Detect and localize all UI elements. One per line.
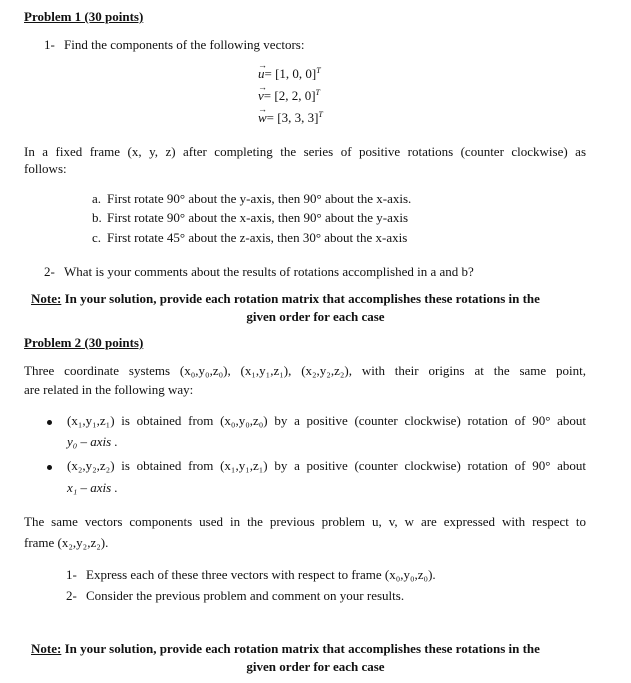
task2-number: 2- — [66, 588, 77, 603]
rotation-b-label: b. — [92, 210, 102, 225]
problem2-heading: Problem 2 (30 points) — [24, 335, 144, 350]
problem2-note-line1: In your solution, provide each rotation matrix that accomplishes these rotations in the — [61, 641, 540, 656]
bullet1-line2: y₀ – axis . — [67, 434, 118, 449]
problem1-q1-text: Find the components of the following vectors: — [64, 37, 305, 52]
problem2-note-line2: given order for each case — [246, 659, 385, 674]
vector-v-value: = [2, 2, 0] — [263, 88, 316, 103]
problem1-q1-number: 1- — [44, 37, 55, 52]
problem1-note-line2: given order for each case — [246, 309, 385, 324]
vector-w-name: → w — [258, 110, 267, 126]
rotation-a-text: First rotate 90° about the y-axis, then 90° about the x-axis. — [107, 191, 412, 206]
bullet-dot — [47, 465, 52, 470]
problem2-intro-line1: Three coordinate systems (x₀,y₀,z₀), (x₁,y₁,z₁), (x₂,y₂,z₂), with their origins at the same point, — [24, 363, 586, 378]
problem1-intro-line2: follows: — [24, 161, 67, 176]
rotation-c-text: First rotate 45° about the z-axis, then 30° about the x-axis — [107, 230, 408, 245]
problem2-intro-line2: are related in the following way: — [24, 382, 194, 397]
problem2-same-line2: frame (x₂,y₂,z₂). — [24, 535, 109, 550]
problem1-intro-line1: In a fixed frame (x, y, z) after completing the series of positive rotations (counter clockwise) as — [24, 144, 586, 159]
problem1-heading: Problem 1 (30 points) — [24, 9, 144, 24]
vector-u-value: = [1, 0, 0] — [264, 66, 317, 81]
bullet2-line1: (x₂,y₂,z₂) is obtained from (x₁,y₁,z₁) by a positive (counter clockwise) rotation of 90° about — [67, 458, 586, 473]
problem1-note-label: Note: — [31, 291, 62, 306]
vector-u-name: → u — [258, 66, 265, 82]
vector-u — [258, 63, 321, 82]
problem1-q2-text: What is your comments about the results of rotations accomplished in a and b? — [64, 264, 474, 279]
task1-number: 1- — [66, 567, 77, 582]
vector-v — [258, 85, 320, 104]
vector-w-transpose: T — [318, 110, 323, 119]
vector-v-name: → v — [258, 88, 264, 104]
problem1-note — [31, 291, 540, 307]
task2-text: Consider the previous problem and comment on your results. — [86, 588, 405, 603]
problem2-note — [31, 641, 540, 657]
problem1-q2-number: 2- — [44, 264, 55, 279]
vector-w — [258, 107, 323, 126]
bullet-dot — [47, 420, 52, 425]
rotation-a-label: a. — [92, 191, 102, 206]
vector-v-transpose: T — [315, 88, 320, 97]
vector-w-value: = [3, 3, 3] — [266, 110, 319, 125]
rotation-c-label: c. — [92, 230, 102, 245]
bullet1-line1: (x₁,y₁,z₁) is obtained from (x₀,y₀,z₀) by a positive (counter clockwise) rotation of 90° about — [67, 413, 586, 428]
task1-text: Express each of these three vectors with respect to frame (x₀,y₀,z₀). — [86, 567, 436, 582]
rotation-b-text: First rotate 90° about the x-axis, then 90° about the y-axis — [107, 210, 409, 225]
problem2-note-label: Note: — [31, 641, 62, 656]
problem2-same-line1: The same vectors components used in the previous problem u, v, w are expressed with respect to — [24, 514, 586, 529]
bullet2-line2: x₁ – axis . — [67, 480, 118, 495]
problem1-note-line1: In your solution, provide each rotation matrix that accomplishes these rotations in the — [61, 291, 540, 306]
vector-u-transpose: T — [316, 66, 321, 75]
